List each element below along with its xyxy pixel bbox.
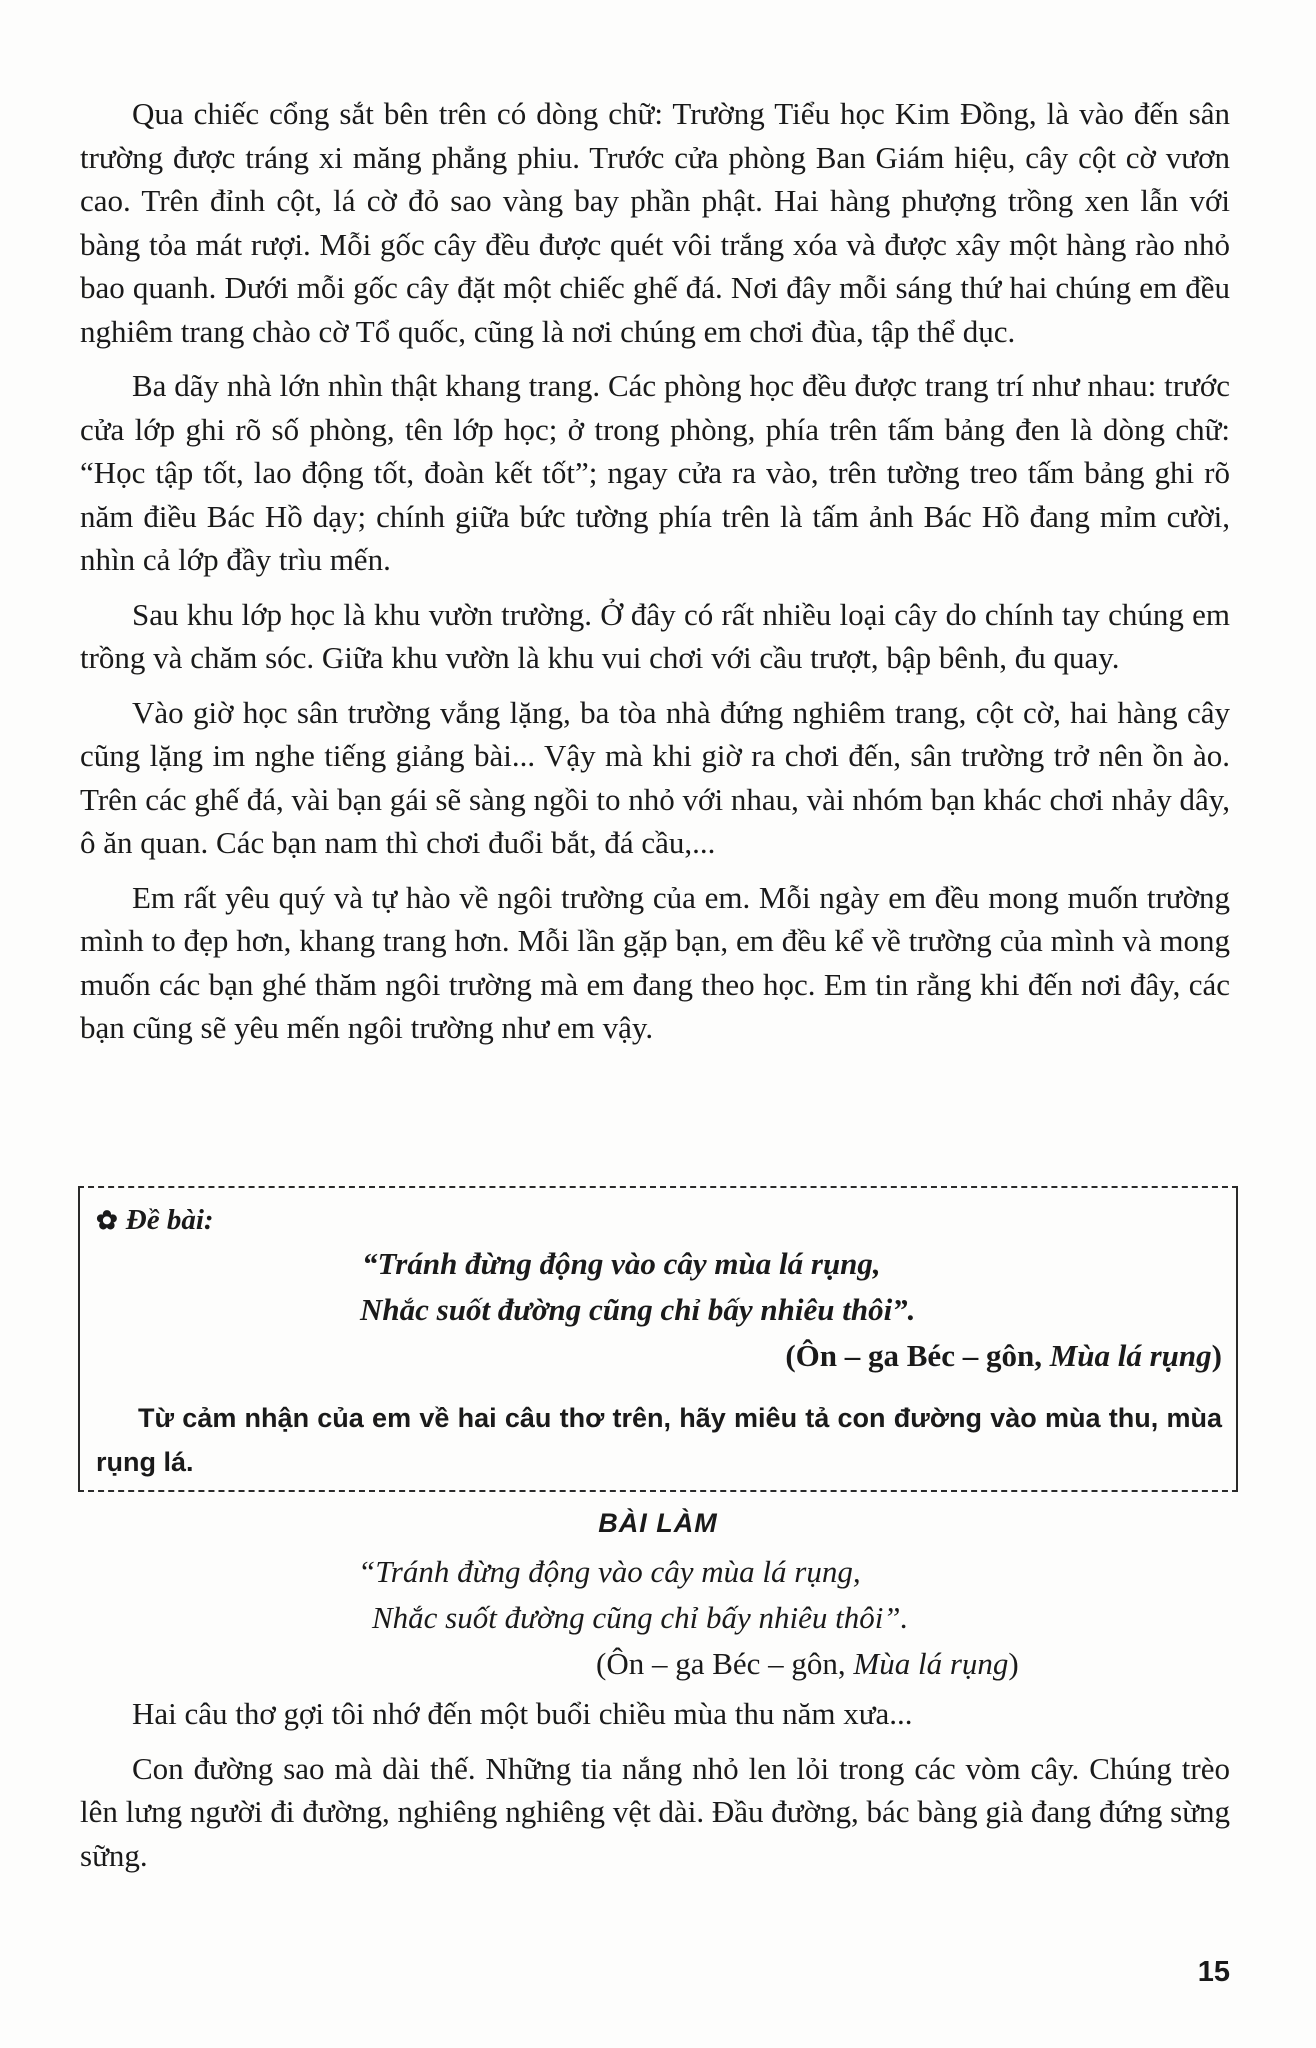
essay-paragraph: Em rất yêu quý và tự hào về ngôi trường của em. Mỗi ngày em đều mong muốn trường mình to đẹp hơn, khang trang hơn. Mỗi lần gặp bạn, em đều kể về trường của mình và mong muốn các bạn ghé thăm ngôi trường mà em đang theo học. Em tin rằng khi đến nơi đây, các bạn cũng sẽ yêu mến ngôi trường như em vậy.: [80, 879, 1230, 1045]
answer-paragraph: Hai câu thơ gợi tôi nhớ đến một buổi chiều mùa thu năm xưa...: [132, 1696, 913, 1731]
answer-title: BÀI LÀM: [598, 1508, 718, 1538]
page-number: 15: [1197, 1956, 1230, 1988]
answer-citation-work: Mùa lá rụng: [853, 1646, 1009, 1681]
answer-poem-line-2: Nhắc suốt đường cũng chỉ bấy nhiêu thôi”.: [372, 1600, 909, 1635]
essay-body: [80, 92, 1230, 1061]
assignment-box: [78, 1186, 1238, 1492]
citation-author: (Ôn – ga Béc – gôn,: [785, 1338, 1050, 1373]
answer-citation-author: (Ôn – ga Béc – gôn,: [596, 1646, 854, 1681]
answer-poem-line-1: “Tránh đừng động vào cây mùa lá rụng,: [358, 1554, 861, 1589]
answer-citation: [596, 1646, 1019, 1682]
essay-paragraph: Qua chiếc cổng sắt bên trên có dòng chữ: Trường Tiểu học Kim Đồng, là vào đến sân trường được tráng xi măng phẳng phiu. Trước cửa phòng Ban Giám hiệu, cây cột cờ vươn cao. Trên đỉnh cột, lá cờ đỏ sao vàng bay phần phật. Hai hàng phượng trồng xen lẫn với bàng tỏa mát rượi. Mỗi gốc cây đều được quét vôi trắng xóa và được xây một hàng rào nhỏ bao quanh. Dưới mỗi gốc cây đặt một chiếc ghế đá. Nơi đây mỗi sáng thứ hai chúng em đều nghiêm trang chào cờ Tổ quốc, cũng là nơi chúng em chơi đùa, tập thể dục.: [80, 96, 1230, 349]
assignment-poem-line-1: “Tránh đừng động vào cây mùa lá rụng,: [362, 1246, 881, 1281]
flower-icon: ✿: [96, 1206, 118, 1235]
essay-paragraph: Vào giờ học sân trường vắng lặng, ba tòa nhà đứng nghiêm trang, cột cờ, hai hàng cây cũng lặng im nghe tiếng giảng bài... Vậy mà khi giờ ra chơi đến, sân trường trở nên ồn ào. Trên các ghế đá, vài bạn gái sẽ sàng ngồi to nhỏ với nhau, vài nhóm bạn khác chơi nhảy dây, ô ăn quan. Các bạn nam thì chơi đuổi bắt, đá cầu,...: [80, 694, 1230, 860]
assignment-citation: [785, 1338, 1222, 1374]
answer-citation-close: ): [1008, 1646, 1019, 1681]
citation-close: ): [1211, 1338, 1222, 1373]
assignment-label: [96, 1204, 214, 1237]
answer-paragraph: Con đường sao mà dài thế. Những tia nắng nhỏ len lỏi trong các vòm cây. Chúng trèo lên lưng người đi đường, nghiêng nghiêng vệt dài. Đầu đường, bác bàng già đang đứng sừng sững.: [80, 1750, 1230, 1873]
answer-body: [80, 1692, 1230, 1888]
citation-work: Mùa lá rụng: [1049, 1338, 1212, 1373]
essay-paragraph: Sau khu lớp học là khu vườn trường. Ở đây có rất nhiều loại cây do chính tay chúng em trồng và chăm sóc. Giữa khu vườn là khu vui chơi với cầu trượt, bập bênh, đu quay.: [80, 596, 1230, 675]
assignment-poem-line-2: Nhắc suốt đường cũng chỉ bấy nhiêu thôi”.: [360, 1292, 916, 1327]
essay-paragraph: Ba dãy nhà lớn nhìn thật khang trang. Các phòng học đều được trang trí như nhau: trước cửa lớp ghi rõ số phòng, tên lớp học; ở trong phòng, phía trên tấm bảng đen là dòng chữ: “Học tập tốt, lao động tốt, đoàn kết tốt”; ngay cửa ra vào, trên tường treo tấm bảng ghi rõ năm điều Bác Hồ dạy; chính giữa bức tường phía trên là tấm ảnh Bác Hồ đang mỉm cười, nhìn cả lớp đầy trìu mến.: [80, 368, 1230, 577]
assignment-label-text: Đề bài:: [125, 1204, 214, 1236]
assignment-prompt: Từ cảm nhận của em về hai câu thơ trên, hãy miêu tả con đường vào mùa thu, mùa rụng lá.: [96, 1403, 1222, 1477]
